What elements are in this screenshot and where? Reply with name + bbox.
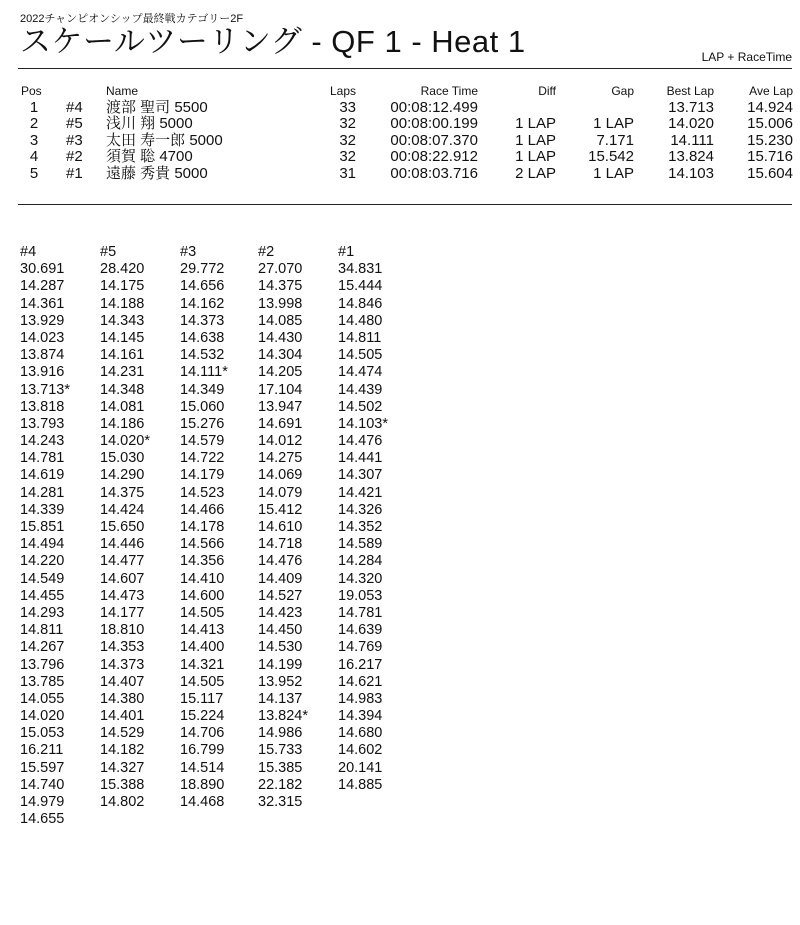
lap-time-cell: 15.597	[20, 759, 65, 776]
result-diff: 1 LAP	[515, 148, 556, 165]
lap-time-cell: 13.818	[20, 398, 65, 415]
lap-time-cell: 14.353	[100, 639, 145, 656]
col-gap-header: Gap	[611, 84, 634, 98]
lap-time-cell: 14.400	[180, 639, 225, 656]
result-row	[0, 133, 800, 150]
lap-time-cell: 14.619	[20, 467, 65, 484]
col-diff-header: Diff	[538, 84, 556, 98]
lap-time-cell: 14.424	[100, 501, 145, 518]
result-gap: 7.171	[596, 131, 634, 149]
result-diff: 2 LAP	[515, 164, 556, 182]
lap-time-cell: 14.610	[258, 519, 303, 535]
result-gap: 1 LAP	[593, 164, 634, 182]
lap-time-cell: 15.224	[180, 708, 225, 725]
result-race-time: 00:08:22.912	[390, 148, 478, 165]
lap-time-cell: 16.217	[338, 656, 383, 673]
result-driver-name: 須賀 聡 4700	[106, 148, 193, 165]
lap-time-cell: 15.650	[100, 519, 145, 535]
lap-time-cell: 14.527	[258, 587, 303, 604]
result-car-number: #4	[66, 98, 83, 116]
lap-time-cell: 14.103*	[338, 415, 388, 432]
lap-time-cell: 14.199	[258, 656, 303, 673]
lap-time-cell: 14.680	[338, 725, 383, 742]
lap-column-car-number: #4	[20, 244, 37, 260]
lap-time-cell: 15.412	[258, 501, 303, 518]
result-row	[0, 149, 800, 166]
lap-time-cell: 14.480	[338, 312, 383, 329]
result-pos: 5	[29, 164, 39, 182]
lap-time-cell: 14.012	[258, 433, 303, 450]
result-laps: 32	[339, 115, 356, 132]
lap-time-cell: 13.796	[20, 656, 65, 673]
lap-time-cell: 18.890	[180, 776, 225, 793]
lap-time-cell: 14.375	[258, 278, 303, 295]
lap-time-cell: 15.388	[100, 776, 145, 793]
lap-time-cell: 14.055	[20, 690, 65, 707]
lap-time-cell: 13.952	[258, 673, 303, 690]
col-laps-header: Laps	[329, 84, 356, 98]
lap-time-cell: 14.846	[338, 295, 383, 312]
result-driver-name: 浅川 翔 5000	[106, 115, 193, 132]
lap-time-cell: 14.639	[338, 622, 383, 639]
lap-column	[258, 244, 308, 811]
col-race-time-header: Race Time	[420, 84, 478, 98]
lap-time-cell: 30.691	[20, 261, 65, 278]
lap-column	[180, 244, 228, 811]
lap-column-car-number: #3	[180, 244, 197, 260]
result-race-time: 00:08:03.716	[390, 164, 478, 182]
lap-time-cell: 14.691	[258, 415, 303, 432]
lap-time-cell: 14.986	[258, 725, 303, 742]
lap-info-label: LAP + RaceTime	[701, 50, 792, 64]
lap-time-cell: 14.085	[258, 312, 303, 329]
lap-time-cell: 14.375	[100, 484, 145, 501]
lap-time-cell: 14.205	[258, 364, 303, 381]
lap-time-cell: 14.450	[258, 622, 303, 639]
lap-time-cell: 14.476	[258, 553, 303, 570]
lap-time-cell: 14.267	[20, 639, 65, 656]
lap-time-cell: 14.532	[180, 347, 225, 364]
lap-time-cell: 14.356	[180, 553, 225, 570]
lap-time-cell: 15.851	[20, 519, 65, 535]
lap-time-cell: 17.104	[258, 381, 303, 398]
lap-time-cell: 14.441	[338, 450, 383, 467]
lap-time-cell: 14.718	[258, 536, 303, 553]
result-row	[0, 166, 800, 183]
lap-time-cell: 14.811	[20, 622, 64, 639]
result-race-time: 00:08:00.199	[390, 115, 478, 132]
lap-time-cell: 14.178	[180, 519, 225, 535]
result-gap: 1 LAP	[593, 115, 634, 132]
lap-time-cell: 15.053	[20, 725, 65, 742]
lap-time-cell: 14.621	[338, 673, 383, 690]
lap-time-cell: 14.243	[20, 433, 65, 450]
lap-time-cell: 14.523	[180, 484, 225, 501]
lap-time-cell: 14.979	[20, 794, 65, 810]
lap-time-cell: 15.030	[100, 450, 145, 467]
lap-time-cell: 14.638	[180, 329, 225, 346]
lap-time-cell: 27.070	[258, 261, 303, 278]
result-pos: 2	[29, 115, 39, 132]
lap-time-cell: 14.579	[180, 433, 225, 450]
lap-time-cell: 14.802	[100, 794, 145, 810]
lap-time-cell: 15.060	[180, 398, 225, 415]
lap-time-cell: 14.549	[20, 570, 65, 587]
lap-time-cell: 14.476	[338, 433, 383, 450]
lap-time-cell: 14.421	[338, 484, 383, 501]
lap-time-cell: 14.275	[258, 450, 303, 467]
lap-time-cell: 14.348	[100, 381, 145, 398]
event-subtitle: 2022チャンピオンシップ最終戦カテゴリー2F	[20, 13, 244, 25]
lap-time-cell: 14.307	[338, 467, 383, 484]
lap-time-cell: 14.343	[100, 312, 145, 329]
lap-time-cell: 14.162	[180, 295, 225, 312]
lap-time-cell: 14.446	[100, 536, 145, 553]
lap-time-cell: 15.444	[338, 278, 383, 295]
result-ave-lap: 15.716	[747, 148, 793, 165]
lap-time-cell: 14.468	[180, 794, 225, 810]
result-laps: 31	[339, 164, 356, 182]
lap-time-cell: 14.530	[258, 639, 303, 656]
result-pos: 4	[29, 148, 39, 165]
result-ave-lap: 15.006	[747, 115, 793, 132]
lap-time-cell: 14.220	[20, 553, 65, 570]
lap-time-cell: 14.455	[20, 587, 65, 604]
lap-column	[20, 244, 70, 828]
lap-time-cell: 13.713*	[20, 381, 70, 398]
lap-time-cell: 14.494	[20, 536, 65, 553]
result-race-time: 00:08:12.499	[390, 98, 478, 116]
lap-time-cell: 14.145	[100, 329, 145, 346]
result-best-lap: 14.020	[668, 115, 714, 132]
lap-time-cell: 14.722	[180, 450, 225, 467]
lap-time-cell: 14.186	[100, 415, 145, 432]
lap-time-cell: 14.413	[180, 622, 225, 639]
col-pos-header: Pos	[21, 84, 42, 98]
lap-time-cell: 14.179	[180, 467, 225, 484]
result-best-lap: 14.103	[668, 164, 714, 182]
result-best-lap: 13.824	[668, 148, 714, 165]
lap-time-cell: 14.885	[338, 776, 383, 793]
lap-time-cell: 14.502	[338, 398, 383, 415]
result-pos: 1	[29, 98, 39, 116]
lap-time-cell: 32.315	[258, 794, 303, 810]
lap-time-cell: 14.020*	[100, 433, 150, 450]
lap-time-cell: 14.023	[20, 329, 65, 346]
lap-time-cell: 14.394	[338, 708, 383, 725]
result-ave-lap: 15.230	[747, 131, 793, 149]
result-laps: 33	[339, 98, 356, 116]
lap-time-cell: 14.477	[100, 553, 145, 570]
result-row	[0, 100, 800, 117]
lap-time-cell: 14.111*	[180, 364, 228, 381]
lap-time-cell: 13.916	[20, 364, 65, 381]
result-race-time: 00:08:07.370	[390, 131, 478, 149]
lap-time-cell: 14.589	[338, 536, 383, 553]
lap-time-cell: 14.514	[180, 759, 225, 776]
lap-time-cell: 14.175	[100, 278, 145, 295]
lap-time-cell: 14.290	[100, 467, 145, 484]
col-name-header: Name	[106, 84, 139, 98]
lap-time-cell: 16.799	[180, 742, 225, 759]
result-car-number: #5	[66, 115, 83, 132]
lap-time-cell: 14.430	[258, 329, 303, 346]
lap-time-cell: 14.231	[100, 364, 145, 381]
lap-time-cell: 14.352	[338, 519, 383, 535]
lap-time-cell: 14.326	[338, 501, 383, 518]
page-title: スケールツーリング - QF 1 - Heat 1	[20, 24, 526, 59]
lap-time-cell: 14.401	[100, 708, 145, 725]
result-ave-lap: 15.604	[747, 164, 793, 182]
lap-time-cell: 14.740	[20, 776, 65, 793]
lap-times-grid	[0, 244, 800, 924]
top-divider	[18, 68, 792, 69]
lap-time-cell: 15.733	[258, 742, 303, 759]
lap-time-cell: 14.409	[258, 570, 303, 587]
result-laps: 32	[339, 131, 356, 149]
lap-time-cell: 28.420	[100, 261, 145, 278]
lap-time-cell: 14.137	[258, 690, 303, 707]
lap-time-cell: 14.284	[338, 553, 383, 570]
lap-time-cell: 14.505	[180, 604, 225, 621]
result-best-lap: 14.111	[670, 131, 714, 149]
lap-time-cell: 14.361	[20, 295, 65, 312]
lap-time-cell: 19.053	[338, 587, 383, 604]
lap-time-cell: 14.349	[180, 381, 225, 398]
result-car-number: #1	[66, 164, 83, 182]
lap-time-cell: 15.117	[180, 690, 224, 707]
result-row	[0, 116, 800, 133]
result-laps: 32	[339, 148, 356, 165]
lap-time-cell: 14.293	[20, 604, 65, 621]
result-gap: 15.542	[588, 148, 634, 165]
lap-time-cell: 14.706	[180, 725, 225, 742]
lap-time-cell: 18.810	[100, 622, 145, 639]
lap-time-cell: 14.474	[338, 364, 383, 381]
lap-time-cell: 14.811	[338, 329, 382, 346]
lap-time-cell: 14.983	[338, 690, 383, 707]
result-car-number: #2	[66, 148, 83, 165]
result-pos: 3	[29, 131, 39, 149]
lap-time-cell: 14.505	[180, 673, 225, 690]
lap-time-cell: 14.188	[100, 295, 145, 312]
lap-time-cell: 13.929	[20, 312, 65, 329]
result-diff: 1 LAP	[515, 115, 556, 132]
lap-time-cell: 29.772	[180, 261, 225, 278]
lap-time-cell: 14.410	[180, 570, 225, 587]
lap-time-cell: 14.161	[100, 347, 145, 364]
lap-time-cell: 14.320	[338, 570, 383, 587]
lap-time-cell: 14.505	[338, 347, 383, 364]
bottom-divider	[18, 204, 792, 205]
lap-column	[100, 244, 150, 811]
lap-time-cell: 14.373	[180, 312, 225, 329]
lap-time-cell: 13.947	[258, 398, 303, 415]
lap-time-cell: 14.327	[100, 759, 145, 776]
lap-time-cell: 14.607	[100, 570, 145, 587]
col-best-lap-header: Best Lap	[666, 84, 714, 98]
lap-time-cell: 13.793	[20, 415, 65, 432]
lap-time-cell: 14.769	[338, 639, 383, 656]
lap-time-cell: 14.182	[100, 742, 145, 759]
results-header-row	[0, 83, 800, 100]
lap-time-cell: 15.276	[180, 415, 225, 432]
lap-time-cell: 16.211	[20, 742, 64, 759]
lap-time-cell: 14.407	[100, 673, 145, 690]
lap-time-cell: 14.287	[20, 278, 65, 295]
lap-time-cell: 14.602	[338, 742, 383, 759]
lap-time-cell: 14.781	[20, 450, 65, 467]
lap-time-cell: 14.339	[20, 501, 65, 518]
lap-time-cell: 14.781	[338, 604, 383, 621]
lap-time-cell: 14.304	[258, 347, 303, 364]
result-ave-lap: 14.924	[747, 98, 793, 116]
result-driver-name: 遠藤 秀貴 5000	[106, 164, 208, 182]
results-table	[0, 83, 800, 182]
lap-time-cell: 22.182	[258, 776, 303, 793]
result-driver-name: 太田 寿一郎 5000	[106, 131, 223, 149]
lap-column-car-number: #5	[100, 244, 117, 260]
lap-time-cell: 14.081	[100, 398, 145, 415]
lap-time-cell: 14.177	[100, 604, 145, 621]
result-driver-name: 渡部 聖司 5500	[106, 98, 208, 116]
lap-column	[338, 244, 388, 794]
lap-time-cell: 14.423	[258, 604, 303, 621]
lap-time-cell: 13.874	[20, 347, 65, 364]
lap-time-cell: 14.473	[100, 587, 145, 604]
lap-time-cell: 14.600	[180, 587, 225, 604]
lap-time-cell: 14.439	[338, 381, 383, 398]
lap-time-cell: 14.281	[20, 484, 65, 501]
lap-time-cell: 14.079	[258, 484, 303, 501]
lap-time-cell: 14.466	[180, 501, 225, 518]
lap-time-cell: 14.656	[180, 278, 225, 295]
lap-time-cell: 34.831	[338, 261, 383, 278]
lap-time-cell: 14.655	[20, 811, 65, 828]
lap-time-cell: 13.824*	[258, 708, 308, 725]
lap-time-cell: 20.141	[338, 759, 383, 776]
lap-time-cell: 13.998	[258, 295, 303, 312]
lap-time-cell: 14.373	[100, 656, 145, 673]
lap-time-cell: 14.380	[100, 690, 145, 707]
lap-time-cell: 14.529	[100, 725, 145, 742]
lap-column-car-number: #2	[258, 244, 275, 260]
lap-time-cell: 14.321	[180, 656, 225, 673]
lap-time-cell: 14.020	[20, 708, 65, 725]
lap-time-cell: 14.069	[258, 467, 303, 484]
col-ave-lap-header: Ave Lap	[749, 84, 793, 98]
lap-time-cell: 15.385	[258, 759, 303, 776]
lap-column-car-number: #1	[338, 244, 355, 260]
lap-time-cell: 14.566	[180, 536, 225, 553]
lap-time-cell: 13.785	[20, 673, 65, 690]
result-best-lap: 13.713	[668, 98, 714, 116]
result-car-number: #3	[66, 131, 83, 149]
result-diff: 1 LAP	[515, 131, 556, 149]
